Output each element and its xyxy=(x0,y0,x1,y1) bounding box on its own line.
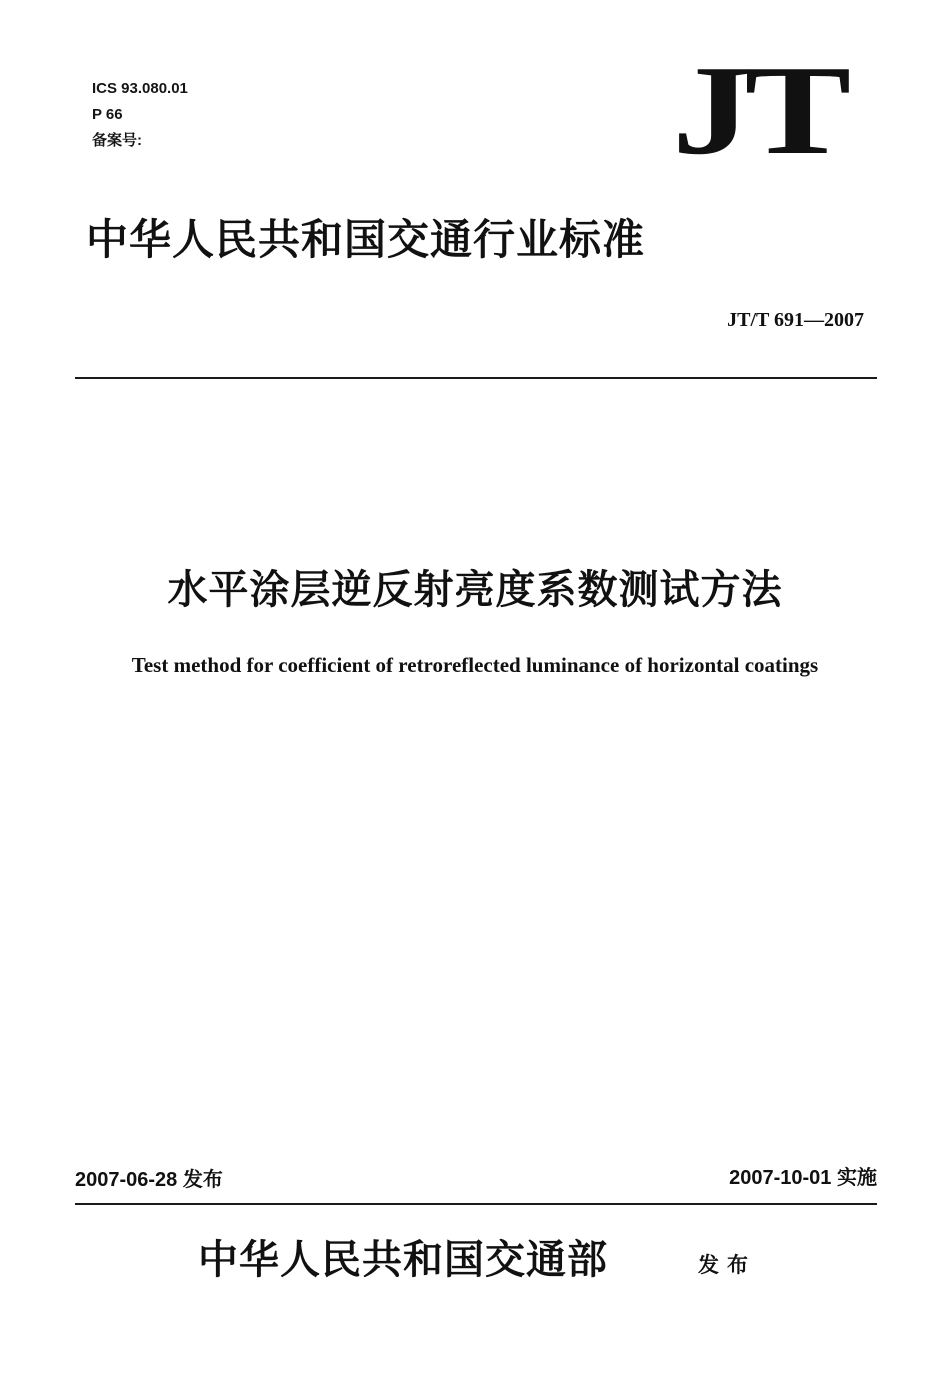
issuing-authority: 中华人民共和国交通部 xyxy=(198,1237,608,1283)
jt-logo: JT xyxy=(672,39,844,181)
ics-code: ICS 93.080.01 xyxy=(92,80,188,97)
standard-number: JT/T 691—2007 xyxy=(727,309,864,331)
bottom-divider xyxy=(75,1203,877,1205)
document-title-english: Test method for coefficient of retroreflected luminance of horizontal coatings xyxy=(131,653,819,677)
standard-category-title: 中华人民共和国交通行业标准 xyxy=(86,215,646,264)
issuing-action: 发布 xyxy=(698,1253,756,1277)
issue-date: 2007-06-28 发布 xyxy=(75,1169,223,1191)
filing-number-label: 备案号: xyxy=(92,132,142,149)
implementation-date: 2007-10-01 实施 xyxy=(729,1167,877,1189)
document-metadata xyxy=(92,76,188,154)
document-title-chinese: 水平涂层逆反射亮度系数测试方法 xyxy=(167,567,783,613)
top-divider xyxy=(75,377,877,379)
classification-code: P 66 xyxy=(92,106,123,123)
